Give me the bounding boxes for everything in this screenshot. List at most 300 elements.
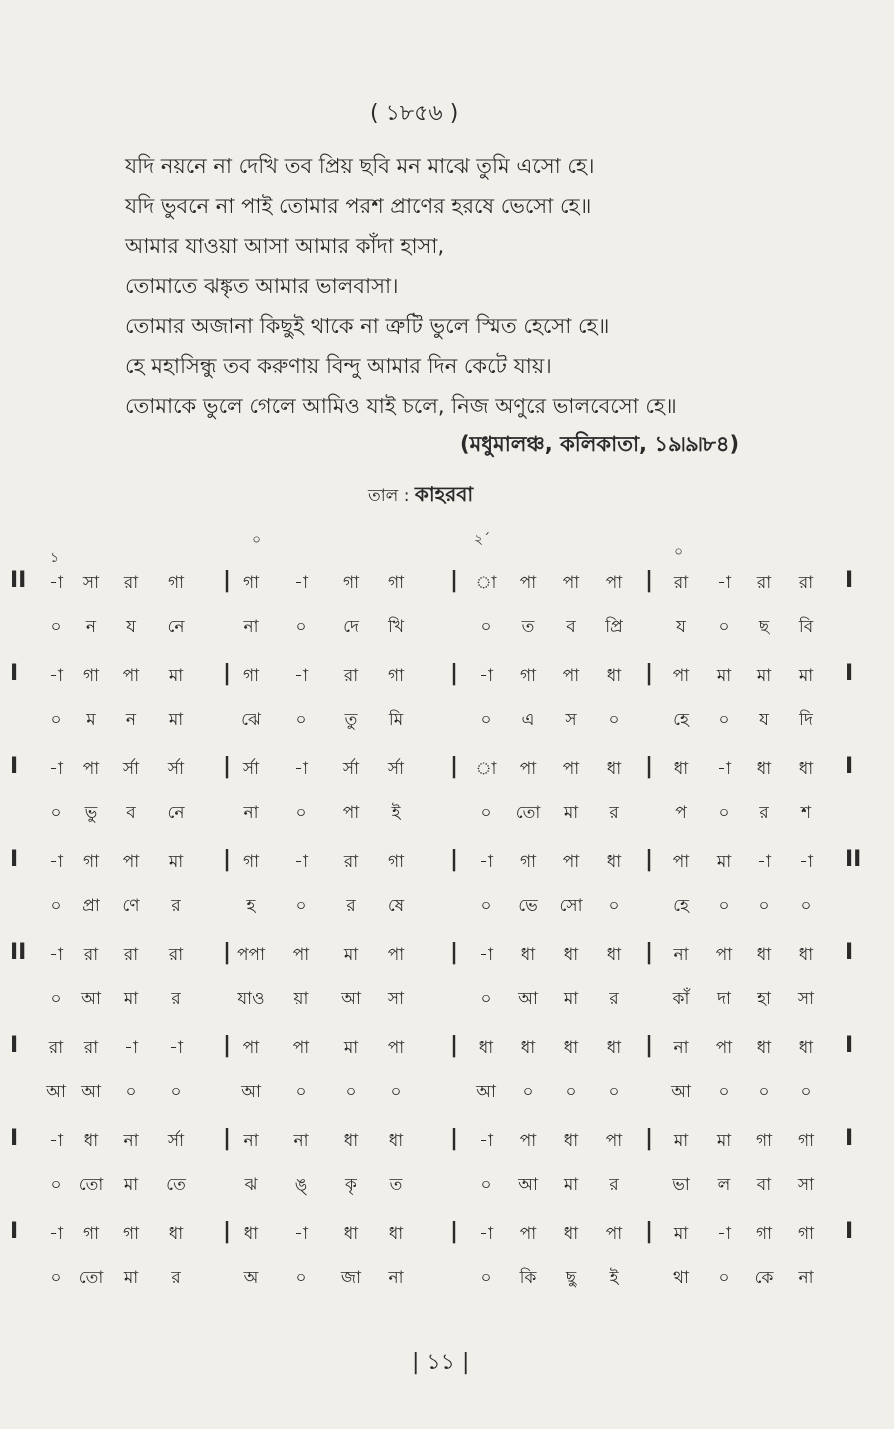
syllable: ০ <box>480 710 492 730</box>
swara-note: পা <box>519 759 537 779</box>
syllable: ০ <box>480 1175 492 1195</box>
swara-note: গা <box>242 852 260 872</box>
swara-note: পা <box>562 759 580 779</box>
end-bar: I <box>845 568 854 593</box>
swara-note: ধা <box>798 945 814 965</box>
swara-note: ধা <box>563 1038 579 1058</box>
swara-row <box>10 1035 880 1067</box>
syllable: না <box>388 1268 404 1288</box>
syllable: ০ <box>125 1082 137 1102</box>
swara-note: র্সা <box>122 759 140 779</box>
syllable: ঝে <box>241 710 261 730</box>
swara-note: া <box>475 573 497 593</box>
swara-row <box>10 849 880 881</box>
beat-divider: | <box>223 940 232 965</box>
syllable: ০ <box>295 710 307 730</box>
syllable: মা <box>123 1175 139 1195</box>
swara-note: না <box>243 1131 259 1151</box>
syllable: আ <box>46 1082 66 1102</box>
beat-marker: ১ <box>50 550 60 566</box>
syllable: ভে <box>518 896 538 916</box>
swara-note: গা <box>387 852 405 872</box>
swara-note: পা <box>562 852 580 872</box>
swara-note: মা <box>673 1131 689 1151</box>
swara-note: ধা <box>606 666 622 686</box>
swara-note: ধা <box>388 1131 404 1151</box>
syllable: মি <box>388 710 404 730</box>
syllable: কি <box>519 1268 537 1288</box>
beat-divider: | <box>450 1126 459 1151</box>
syllable: মা <box>563 803 579 823</box>
syllable: না <box>243 617 259 637</box>
taal-heading <box>368 480 473 513</box>
swara-note: পা <box>605 1224 623 1244</box>
notation-row <box>10 942 880 1035</box>
swara-note: মা <box>343 1038 359 1058</box>
syllable-row <box>10 986 880 1018</box>
syllable: প <box>675 803 687 823</box>
syllable: ০ <box>718 896 730 916</box>
swara-note: -া <box>294 666 308 686</box>
swara-note: না <box>293 1131 309 1151</box>
taal-name: কাহরবা <box>414 482 474 506</box>
swara-note: পা <box>519 1131 537 1151</box>
swara-note: গা <box>82 1224 100 1244</box>
swara-note: না <box>673 945 689 965</box>
syllable: ০ <box>522 1082 534 1102</box>
swara-note: রা <box>673 573 689 593</box>
swara-note: ধা <box>756 759 772 779</box>
notation-table <box>10 570 880 1314</box>
swara-note: ধা <box>388 1224 404 1244</box>
syllable: না <box>798 1268 814 1288</box>
swara-note: -া <box>49 1131 63 1151</box>
swara-note: পা <box>122 666 140 686</box>
swara-note: -া <box>49 759 63 779</box>
swara-note: -া <box>479 945 493 965</box>
syllable: ০ <box>295 1268 307 1288</box>
swara-note: রা <box>756 573 772 593</box>
lyrics-block <box>125 146 765 426</box>
swara-note: া <box>475 759 497 779</box>
notation-row <box>10 1128 880 1221</box>
syllable: ণে <box>122 896 140 916</box>
start-bar: I <box>10 1126 19 1151</box>
swara-note: না <box>123 1131 139 1151</box>
swara-note: র্সা <box>342 759 360 779</box>
swara-note: ধা <box>673 759 689 779</box>
swara-note: ধা <box>798 1038 814 1058</box>
syllable: ই <box>609 1268 619 1288</box>
syllable: ভু <box>84 803 98 823</box>
syllable: তো <box>78 1268 104 1288</box>
swara-note: গা <box>167 573 185 593</box>
swara-row <box>10 942 880 974</box>
swara-note: গা <box>755 1224 773 1244</box>
taal-label: তাল : <box>368 486 410 506</box>
syllable: হে <box>673 896 689 916</box>
end-bar: I <box>845 1126 854 1151</box>
syllable: প্রি <box>605 617 623 637</box>
swara-note: ধা <box>343 1224 359 1244</box>
syllable: খি <box>387 617 405 637</box>
syllable-row <box>10 1079 880 1111</box>
swara-note: রা <box>48 1038 64 1058</box>
syllable: নে <box>167 803 185 823</box>
syllable: ল <box>717 1175 731 1195</box>
syllable: যাও <box>237 989 265 1009</box>
start-bar: I <box>10 847 19 872</box>
syllable: মা <box>168 710 184 730</box>
swara-note: গা <box>519 852 537 872</box>
swara-row <box>10 1128 880 1160</box>
swara-note: -া <box>294 759 308 779</box>
syllable: ছু <box>565 1268 577 1288</box>
swara-note: -া <box>294 1224 308 1244</box>
syllable: না <box>243 803 259 823</box>
swara-note: মা <box>756 666 772 686</box>
syllable: র <box>346 896 356 916</box>
syllable: ০ <box>390 1082 402 1102</box>
start-bar: I <box>10 661 19 686</box>
swara-note: গা <box>122 1224 140 1244</box>
start-bar: I <box>10 1033 19 1058</box>
beat-divider: | <box>223 1126 232 1151</box>
syllable: শ <box>800 803 812 823</box>
notation-row <box>10 570 880 663</box>
swara-note: ধা <box>563 945 579 965</box>
syllable: কে <box>754 1268 774 1288</box>
swara-note: মা <box>716 852 732 872</box>
syllable: ০ <box>50 1268 62 1288</box>
syllable: র <box>609 803 619 823</box>
beat-divider: | <box>645 1219 654 1244</box>
syllable: ০ <box>800 896 812 916</box>
syllable-row <box>10 1172 880 1204</box>
syllable: ০ <box>480 1268 492 1288</box>
beat-divider: | <box>450 940 459 965</box>
syllable: র <box>759 803 769 823</box>
beat-divider: | <box>645 1126 654 1151</box>
syllable: দা <box>717 989 731 1009</box>
swara-note: ধা <box>478 1038 494 1058</box>
syllable: নে <box>167 617 185 637</box>
beat-divider: | <box>645 847 654 872</box>
syllable: আ <box>81 1082 101 1102</box>
swara-note: পা <box>82 759 100 779</box>
syllable: কৃ <box>345 1175 357 1195</box>
syllable: ০ <box>565 1082 577 1102</box>
swara-note: পা <box>605 573 623 593</box>
beat-divider: | <box>223 847 232 872</box>
beat-divider: | <box>450 1219 459 1244</box>
swara-note: পা <box>562 666 580 686</box>
lyric-line: যদি ভুবনে না পাই তোমার পরশ প্রাণের হরষে ভেসো হে॥ <box>125 194 592 218</box>
syllable: ০ <box>170 1082 182 1102</box>
syllable: ত <box>521 617 535 637</box>
syllable: ০ <box>295 1082 307 1102</box>
swara-note: পা <box>242 1038 260 1058</box>
swara-note: মা <box>798 666 814 686</box>
swara-note: ধা <box>606 852 622 872</box>
swara-note: গা <box>519 666 537 686</box>
syllable: হ <box>246 896 256 916</box>
swara-note: -া <box>294 852 308 872</box>
swara-note: রা <box>83 1038 99 1058</box>
syllable: ষে <box>387 896 405 916</box>
syllable: ০ <box>480 803 492 823</box>
beat-divider: | <box>223 661 232 686</box>
syllable: ০ <box>480 617 492 637</box>
swara-note: রা <box>83 945 99 965</box>
syllable: ০ <box>718 1082 730 1102</box>
swara-note: -া <box>479 1131 493 1151</box>
beat-divider: | <box>223 1033 232 1058</box>
start-bar: II <box>10 940 27 965</box>
syllable: ০ <box>295 896 307 916</box>
swara-note: গা <box>82 666 100 686</box>
syllable: সো <box>559 896 583 916</box>
swara-note: র্সা <box>167 1131 185 1151</box>
syllable: প্রা <box>82 896 100 916</box>
syllable: র <box>171 989 181 1009</box>
syllable: ব <box>126 803 136 823</box>
beat-divider: | <box>645 1033 654 1058</box>
beat-divider: | <box>645 568 654 593</box>
beat-divider: | <box>450 568 459 593</box>
syllable: ঙ্ <box>294 1175 308 1195</box>
swara-note: ধা <box>243 1224 259 1244</box>
swara-note: -া <box>294 573 308 593</box>
syllable: র <box>171 1268 181 1288</box>
syllable: সা <box>387 989 405 1009</box>
syllable: ব <box>566 617 576 637</box>
swara-note: -া <box>479 852 493 872</box>
swara-note: না <box>673 1038 689 1058</box>
syllable: দি <box>799 710 813 730</box>
swara-note: পা <box>292 945 310 965</box>
syllable: সা <box>797 989 815 1009</box>
swara-note: পা <box>387 945 405 965</box>
end-bar: I <box>845 1219 854 1244</box>
swara-note: ধা <box>606 945 622 965</box>
syllable: আ <box>476 1082 496 1102</box>
syllable: আ <box>81 989 101 1009</box>
syllable: আ <box>341 989 361 1009</box>
syllable: ০ <box>718 1268 730 1288</box>
end-bar: I <box>845 1033 854 1058</box>
page-number: | ১১ | <box>412 1350 470 1375</box>
swara-note: পা <box>519 1224 537 1244</box>
swara-note: পা <box>122 852 140 872</box>
syllable: আ <box>671 1082 691 1102</box>
swara-note: ধা <box>343 1131 359 1151</box>
swara-note: সা <box>82 573 100 593</box>
syllable: য়া <box>293 989 309 1009</box>
start-bar: II <box>10 568 27 593</box>
syllable: ঝ <box>244 1175 258 1195</box>
lyric-line: যদি নয়নে না দেখি তব প্রিয় ছবি মন মাঝে তুমি এসো হে। <box>125 154 595 178</box>
swara-note: ধা <box>168 1224 184 1244</box>
syllable-row <box>10 707 880 739</box>
beat-divider: | <box>645 661 654 686</box>
end-bar: I <box>845 940 854 965</box>
notation-row <box>10 849 880 942</box>
swara-note: ধা <box>563 1131 579 1151</box>
start-bar: I <box>10 754 19 779</box>
end-bar: I <box>845 661 854 686</box>
swara-note: পা <box>605 1131 623 1151</box>
swara-note: ধা <box>520 1038 536 1058</box>
syllable: ০ <box>718 803 730 823</box>
swara-note: র্সা <box>242 759 260 779</box>
swara-note: রা <box>343 852 359 872</box>
swara-note: -া <box>717 759 731 779</box>
swara-note: পা <box>672 666 690 686</box>
syllable: ০ <box>50 1175 62 1195</box>
syllable: ০ <box>758 896 770 916</box>
swara-note: মা <box>343 945 359 965</box>
syllable: ০ <box>50 617 62 637</box>
swara-note: ধা <box>606 1038 622 1058</box>
swara-note: ধা <box>606 759 622 779</box>
syllable: মা <box>123 1268 139 1288</box>
syllable: ০ <box>295 617 307 637</box>
swara-note: গা <box>387 573 405 593</box>
swara-note: ধা <box>83 1131 99 1151</box>
syllable: ০ <box>608 1082 620 1102</box>
syllable: ০ <box>800 1082 812 1102</box>
swara-row <box>10 1221 880 1253</box>
syllable: ০ <box>295 803 307 823</box>
syllable-row <box>10 893 880 925</box>
syllable: ই <box>391 803 401 823</box>
syllable: ত <box>389 1175 403 1195</box>
syllable: মা <box>123 989 139 1009</box>
swara-note: -া <box>717 573 731 593</box>
swara-row <box>10 756 880 788</box>
swara-note: গা <box>342 573 360 593</box>
swara-note: -া <box>799 852 813 872</box>
swara-note: -া <box>479 1224 493 1244</box>
syllable: ০ <box>718 617 730 637</box>
syllable: ০ <box>50 803 62 823</box>
syllable: জা <box>340 1268 362 1288</box>
swara-note: রা <box>168 945 184 965</box>
swara-note: পা <box>715 1038 733 1058</box>
syllable: থা <box>673 1268 689 1288</box>
swara-note: ধা <box>798 759 814 779</box>
syllable: তো <box>78 1175 104 1195</box>
swara-note: -া <box>49 573 63 593</box>
beat-divider: | <box>450 847 459 872</box>
syllable: ০ <box>608 710 620 730</box>
swara-note: র্সা <box>167 759 185 779</box>
swara-note: পা <box>519 573 537 593</box>
syllable: ন <box>85 617 97 637</box>
swara-note: মা <box>716 666 732 686</box>
swara-note: -া <box>49 1224 63 1244</box>
syllable: ০ <box>718 710 730 730</box>
syllable: এ <box>521 710 535 730</box>
swara-note: রা <box>343 666 359 686</box>
swara-note: ধা <box>756 1038 772 1058</box>
syllable: ভা <box>672 1175 690 1195</box>
notation-row <box>10 756 880 849</box>
syllable: তো <box>515 803 541 823</box>
swara-note: রা <box>123 945 139 965</box>
syllable: ম <box>86 710 96 730</box>
swara-note: মা <box>716 1131 732 1151</box>
syllable-row <box>10 614 880 646</box>
swara-note: পপা <box>236 945 265 965</box>
end-bar: II <box>845 847 862 872</box>
beat-divider: | <box>223 568 232 593</box>
swara-row <box>10 570 880 602</box>
attribution: (মধুমালঞ্চ, কলিকাতা, ১৯৷৯৷৮৪) <box>460 432 740 456</box>
swara-note: পা <box>387 1038 405 1058</box>
lyric-line: তোমাকে ভুলে গেলে আমিও যাই চলে, নিজ অণুরে ভালবেসো হে॥ <box>125 394 677 418</box>
swara-note: পা <box>562 573 580 593</box>
swara-note: পা <box>715 945 733 965</box>
syllable: হা <box>757 989 771 1009</box>
notation-row <box>10 1221 880 1314</box>
beat-divider: | <box>645 754 654 779</box>
notation-row <box>10 663 880 756</box>
lyric-line: আমার যাওয়া আসা আমার কাঁদা হাসা, <box>125 234 445 258</box>
syllable: সা <box>797 1175 815 1195</box>
swara-note: গা <box>387 666 405 686</box>
swara-note: -া <box>49 666 63 686</box>
beat-divider: | <box>223 1219 232 1244</box>
syllable: ০ <box>50 989 62 1009</box>
beat-marker: ০ <box>252 532 262 548</box>
swara-note: গা <box>242 666 260 686</box>
swara-note: গা <box>797 1224 815 1244</box>
swara-note: ধা <box>520 945 536 965</box>
syllable: র <box>609 1175 619 1195</box>
syllable: ০ <box>50 710 62 730</box>
start-bar: I <box>10 1219 19 1244</box>
swara-note: ধা <box>563 1224 579 1244</box>
swara-note: মা <box>168 666 184 686</box>
lyric-line: হে মহাসিন্ধু তব করুণায় বিন্দু আমার দিন কেটে যায়। <box>125 354 552 378</box>
swara-note: -া <box>479 666 493 686</box>
syllable: হে <box>673 710 689 730</box>
syllable: ০ <box>608 896 620 916</box>
syllable: ০ <box>345 1082 357 1102</box>
syllable: বি <box>798 617 814 637</box>
syllable: অ <box>243 1268 259 1288</box>
beat-divider: | <box>645 940 654 965</box>
beat-divider: | <box>223 754 232 779</box>
swara-note: -া <box>49 852 63 872</box>
swara-row <box>10 663 880 695</box>
swara-note: -া <box>124 1038 138 1058</box>
end-bar: I <box>845 754 854 779</box>
syllable: আ <box>241 1082 261 1102</box>
swara-note: মা <box>673 1224 689 1244</box>
swara-note: রা <box>123 573 139 593</box>
syllable: পা <box>342 803 360 823</box>
swara-note: র্সা <box>387 759 405 779</box>
syllable: দে <box>343 617 359 637</box>
beat-divider: | <box>450 1033 459 1058</box>
swara-note: পা <box>292 1038 310 1058</box>
swara-note: -া <box>757 852 771 872</box>
swara-note: গা <box>82 852 100 872</box>
beat-marker: ০ <box>674 544 684 560</box>
